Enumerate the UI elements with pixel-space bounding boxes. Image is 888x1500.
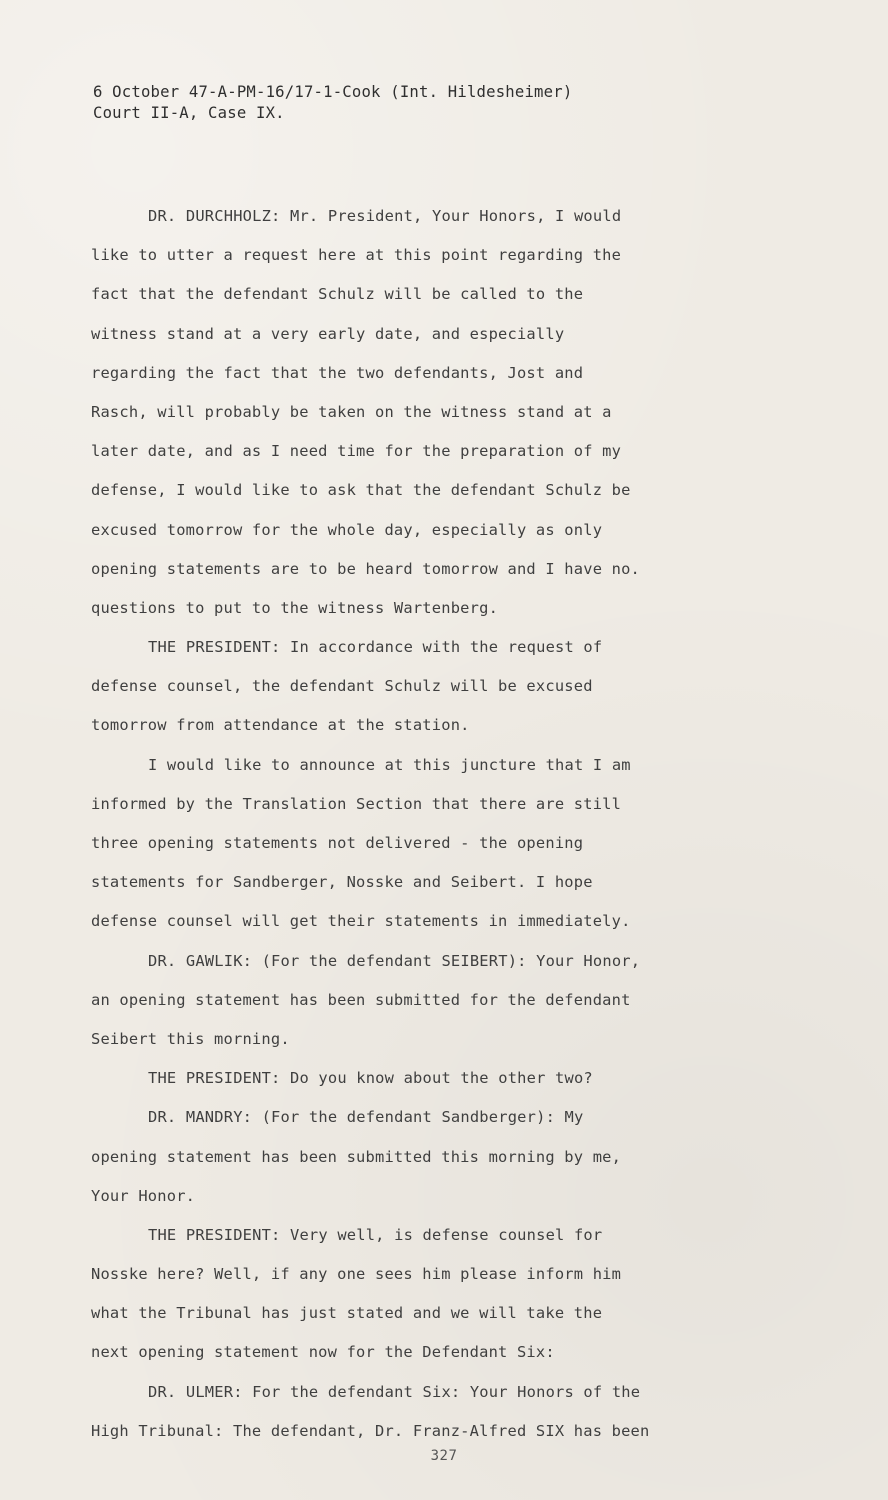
page-number: 327 [430, 1448, 458, 1464]
header-date-line: 6 October 47-A-PM-16/17-1-Cook (Int. Hildesheimer) [93, 83, 573, 101]
transcript-line: defense, I would like to ask that the defendant Schulz be [91, 481, 631, 500]
transcript-line: regarding the fact that the two defendants, Jost and [91, 363, 584, 382]
transcript-line: defense counsel, the defendant Schulz will be excused [91, 677, 593, 696]
transcript-line: DR. ULMER: For the defendant Six: Your Honors of the [148, 1382, 641, 1401]
header-court-line: Court II-A, Case IX. [93, 104, 285, 122]
transcript-line: defense counsel will get their statements in immediately. [91, 912, 631, 931]
transcript-line: opening statements are to be heard tomorrow and I have no. [91, 559, 641, 578]
document-header [93, 82, 813, 124]
transcript-line: questions to put to the witness Wartenberg. [91, 598, 499, 617]
transcript-line: excused tomorrow for the whole day, especially as only [91, 520, 603, 539]
transcript-line: three opening statements not delivered - the opening [91, 834, 584, 852]
transcript-line: like to utter a request here at this point regarding the [91, 246, 622, 265]
transcript-line: THE PRESIDENT: In accordance with the request of [148, 638, 603, 657]
transcript-line: witness stand at a very early date, and especially [91, 324, 565, 343]
transcript-line: High Tribunal: The defendant, Dr. Franz-Alfred SIX has been [91, 1421, 650, 1440]
transcript-line: informed by the Translation Section that there are still [91, 794, 622, 813]
transcript-line: THE PRESIDENT: Very well, is defense counsel for [148, 1225, 603, 1244]
transcript-line: later date, and as I need time for the preparation of my [91, 442, 622, 461]
transcript-line: opening statement has been submitted this morning by me, [91, 1147, 622, 1166]
transcript-line: DR. GAWLIK: (For the defendant SEIBERT): Your Honor, [148, 951, 641, 970]
transcript-line: next opening statement now for the Defendant Six: [91, 1343, 555, 1362]
transcript-line: tomorrow from attendance at the station. [91, 716, 470, 735]
transcript-body [91, 197, 791, 1451]
transcript-line: an opening statement has been submitted for the defendant [91, 990, 631, 1009]
transcript-line: THE PRESIDENT: Do you know about the other two? [148, 1069, 593, 1088]
transcript-line: Seibert this morning. [91, 1029, 290, 1048]
transcript-line: statements for Sandberger, Nosske and Seibert. I hope [91, 873, 593, 892]
transcript-line: Rasch, will probably be taken on the witness stand at a [91, 402, 612, 421]
transcript-line: Your Honor. [91, 1186, 196, 1205]
transcript-line: I would like to announce at this juncture that I am [148, 755, 631, 774]
transcript-line: DR. DURCHHOLZ: Mr. President, Your Honors, I would [148, 207, 622, 225]
transcript-line: fact that the defendant Schulz will be called to the [91, 285, 584, 304]
transcript-line: what the Tribunal has just stated and we will take the [91, 1304, 603, 1323]
transcript-line: DR. MANDRY: (For the defendant Sandberger): My [148, 1108, 584, 1127]
transcript-line: Nosske here? Well, if any one sees him please inform him [91, 1265, 622, 1284]
